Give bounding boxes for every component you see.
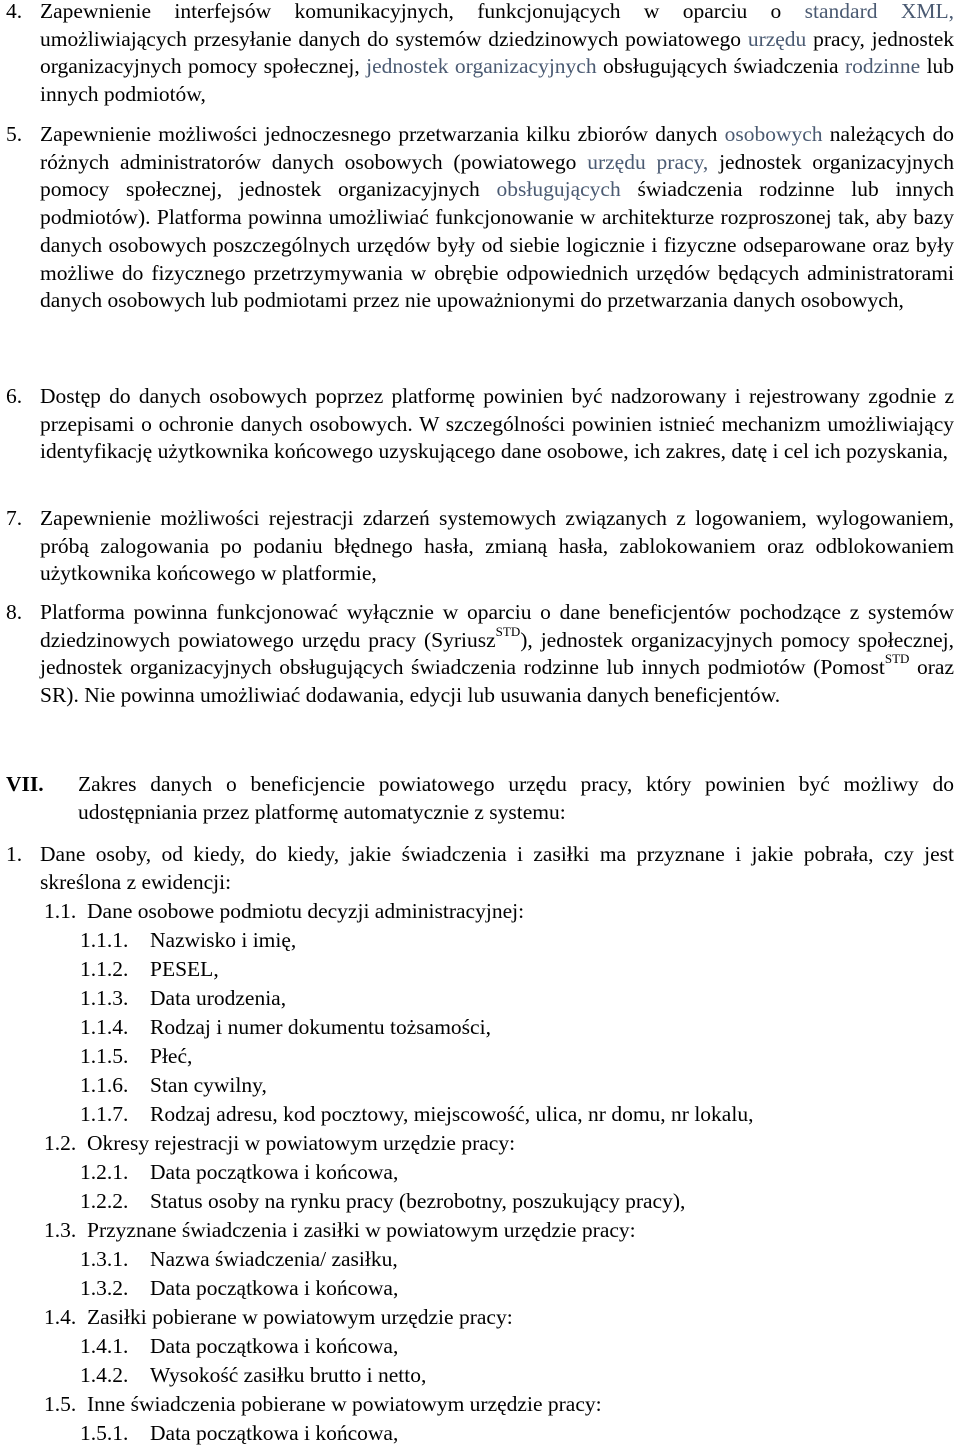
list-item-6 (6, 383, 954, 466)
item-number: 1. (6, 842, 23, 866)
item-text: Zapewnienie możliwości rejestracji zdarzeń systemowych związanych z logowaniem, wylogowaniem, próbą zalogowania po podaniu błędnego hasła, zmianą hasła, zablokowaniem oraz odblokowaniem użytkownika końcowego w platformie, (40, 506, 954, 586)
item-number: 6. (6, 384, 23, 408)
section-title: Zakres danych o beneficjencie powiatowego urzędu pracy, który powinien być możliwy do udostępniania przez platformę automatycznie z systemu: (78, 772, 954, 824)
item-text: Zapewnienie interfejsów komunikacyjnych, funkcjonujących w oparciu o standard XML, umożliwiających przesyłanie danych do systemów dziedzinowych powiatowego urzędu pracy, jednostek organizacyjnych pomocy społecznej, jednostek organizacyjnych obsługujących świadczenia rodzinne lub innych podmiotów, (40, 0, 955, 107)
document-page: 4. Zapewnienie interfejsów komunikacyjnych, funkcjonujących w oparciu o standard XML, umożliwiających przesyłanie danych do systemów dziedzinowych powiatowego urzędu pracy, jednostek organizacyjnych pomocy społecznej, jednostek organizacyjnych obsługujących świadczenia rodzinne lub innych podmiotów, 5. Zapewnienie możliwości jednoczesnego przetwarzania kilku zbiorów danych osobowych należących do różnych administratorów danych osobowych (powiatowego urzędu pracy, jednostek organizacyjnych pomocy społecznej, jednostek organizacyjnych obsługujących świadczenia rodzinne lub innych podmiotów). Platforma powinna umożliwiać funkcjonowanie w architekturze rozproszonej tak, aby bazy danych osobowych poszczególnych urzędów były od siebie logicznie i fizyczne odseparowane oraz były możliwe do fizycznego przetrzymywania w obrębie odpowiednich urzędów będących administratorami danych osobowych lub podmiotami przez nie upoważnionymi do przetwarzania danych osobowych, 6. Dostęp do danych osobowych poprzez platformę powinien być nadzorowany i rejestrowany zgodnie z przepisami o ochronie danych osobowych. W szczególności powinien istnieć mechanizm umożliwiający identyfikację użytkownika końcowego uzyskującego dane osobowe, ich zakres, datę i cel ich pozyskania, 7. Zapewnienie możliwości rejestracji zdarzeń systemowych związanych z logowaniem, wylogowaniem, próbą zalogowania po podaniu błędnego hasła, zmianą hasła, zablokowaniem oraz odblokowaniem użytkownika końcowego w platformie, 8. Platforma powinna funkcjonować wyłącznie w oparciu o dane beneficjentów pochodzące z systemów dziedzinowych powiatowego urzędu pracy (Syriusz$^{STD}$), jednostek organizacyjnych pomocy społecznej, jednostek organizacyjnych obsługujących świadczenia rodzinne lub innych podmiotów (Pomost$^{STD}$ oraz SR). Nie powinna umożliwiać dodawania, edycji lub usuwania danych beneficjentów. VII. Zakres danych o beneficjencie powiatowego urzędu pracy, który powinien być możliwy do udostępniania przez platformę automatycznie z systemu: 1. Dane osoby, od kiedy, do kiedy, jakie świadczenia i zasiłki ma przyznane i jakie pobrała, czy jest skreślona z ewidencji: 1.1. Dane osobowe podmiotu decyzji administracyjnej: 1.1.1. Nazwisko i imię, 1.1.2. PESEL, 1.1.3. Data urodzenia, 1.1.4. Rodzaj i numer dokumentu tożsamości, 1.1.5. Płeć, 1.1.6. Stan cywilny, 1.1.7. Rodzaj adresu, kod pocztowy, miejscowość, ulica, nr domu, nr lokalu, 1.2. Okresy rejestracji w powiatowym urzędzie pracy: 1.2.1. Data początkowa i końcowa, 1.2.2. Status osoby na rynku pracy (bezrobotny, poszukujący pracy), 1.3. Przyznane świadczenia i zasiłki w powiatowym urzędzie pracy: 1.3.1. Nazwa świadczenia/ zasiłku, 1.3.2. Data początkowa i końcowa, 1.4. Zasiłki pobierane w powiatowym urzędzie pracy: 1.4.1. Data początkowa i końcowa, 1.4.2. Wysokość zasiłku brutto i netto, 1.5. Inne świadczenia pobierane w powiatowym urzędzie pracy: 1.5.1. Data początkowa i końcowa, (6, 0, 955, 1445)
section-number: VII. (6, 772, 44, 796)
list-item-5 (6, 121, 954, 315)
item-number: 4. (6, 0, 23, 23)
item-number: 5. (6, 122, 23, 146)
list-item-4 (6, 0, 954, 109)
item-text: Dane osoby, od kiedy, do kiedy, jakie świadczenia i zasiłki ma przyznane i jakie pobrała, czy jest skreślona z ewidencji: (40, 842, 954, 894)
item-number: 8. (6, 600, 23, 624)
item-text: Zapewnienie możliwości jednoczesnego przetwarzania kilku zbiorów danych osobowych należących do różnych administratorów danych osobowych (powiatowego urzędu pracy, jednostek organizacyjnych pomocy społecznej, jednostek organizacyjnych obsługujących świadczenia rodzinne lub innych podmiotów). Platforma powinna umożliwiać funkcjonowanie w architekturze rozproszonej tak, aby bazy danych osobowych poszczególnych urzędów były od siebie logicznie i fizyczne odseparowane oraz były możliwe do fizycznego przetrzymywania w obrębie odpowiednich urzędów będących administratorami danych osobowych lub podmiotami przez nie upoważnionymi do przetwarzania danych osobowych, (40, 122, 955, 313)
section-heading-vii (6, 771, 954, 826)
item-text: Platforma powinna funkcjonować wyłącznie w oparciu o dane beneficjentów pochodzące z systemów dziedzinowych powiatowego urzędu pracy (Syriusz$^{STD}$), jednostek organizacyjnych pomocy społecznej, jednostek organizacyjnych obsługujących świadczenia rodzinne lub innych podmiotów (Pomost$^{STD}$ oraz SR). Nie powinna umożliwiać dodawania, edycji lub usuwania danych beneficjentów. (40, 600, 954, 708)
list-item-7 (6, 505, 954, 588)
item-text: Dostęp do danych osobowych poprzez platformę powinien być nadzorowany i rejestrowany zgodnie z przepisami o ochronie danych osobowych. W szczególności powinien istnieć mechanizm umożliwiający identyfikację użytkownika końcowego uzyskującego dane osobowe, ich zakres, datę i cel ich pozyskania, (40, 384, 954, 464)
list-item-8 (6, 599, 954, 710)
item-number: 7. (6, 506, 23, 530)
list-item-1 (6, 841, 954, 896)
